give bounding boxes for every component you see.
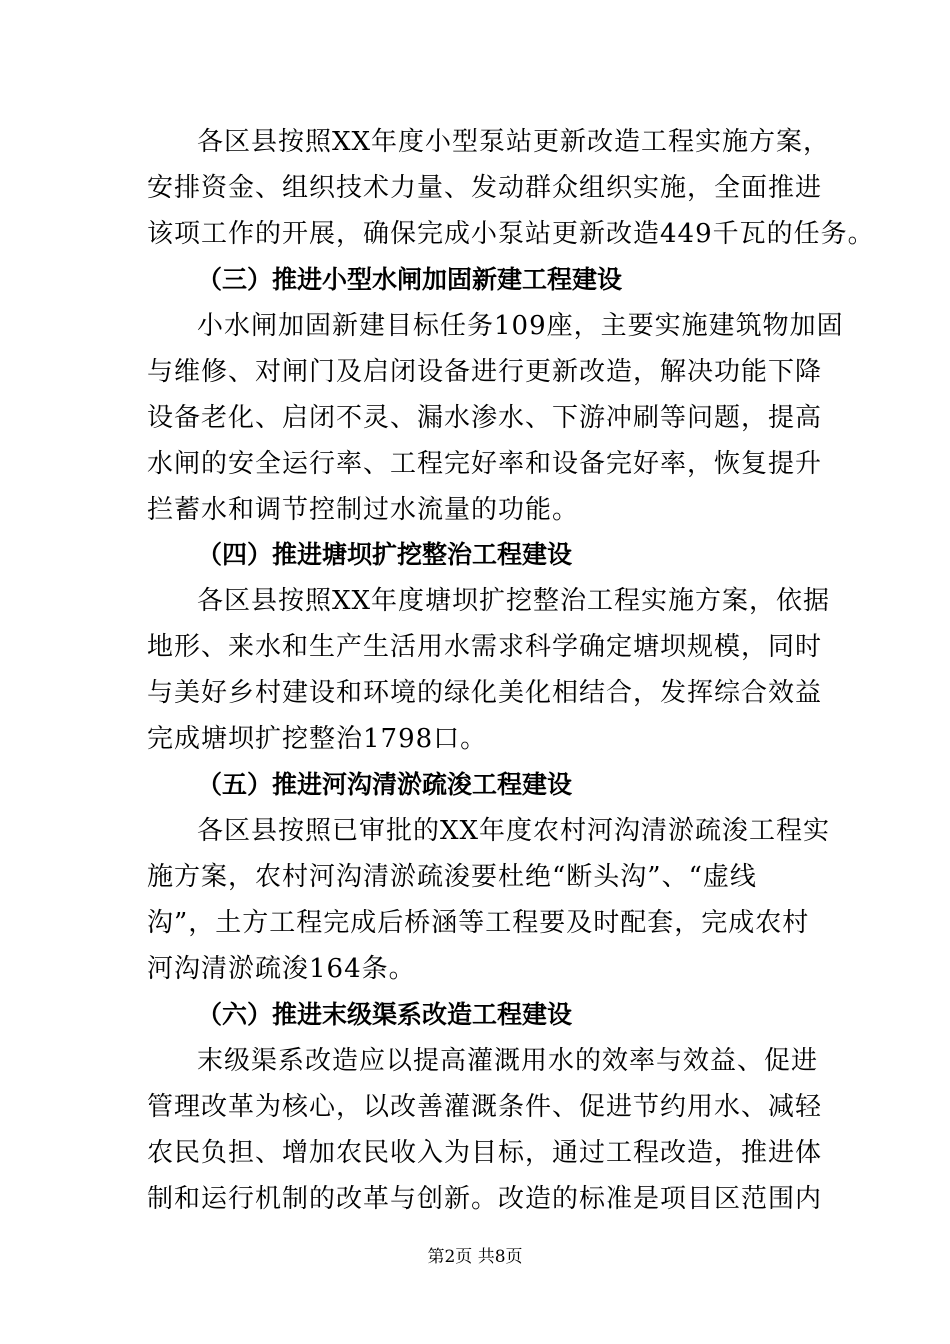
paragraph-line: 各区县按照已审批的XX年度农村河沟清淤疏浚工程实 [197,816,831,846]
paragraph-line: 完成塘坝扩挖整治1798口。 [147,724,488,754]
paragraph-line: 各区县按照XX年度塘坝扩挖整治工程实施方案，依据 [197,586,831,616]
paragraph-line: 制和运行机制的改革与创新。改造的标准是项目区范围内 [147,1184,823,1214]
paragraph-line: 末级渠系改造应以提高灌溉用水的效率与效益、促进 [197,1046,819,1076]
section-heading-canal: （六）推进末级渠系改造工程建设 [197,1000,573,1029]
paragraph-line: 农民负担、增加农民收入为目标，通过工程改造，推进体 [147,1138,823,1168]
paragraph-line: 施方案，农村河沟清淤疏浚要杜绝“断头沟”、“虚线 [147,862,757,892]
page-number-footer: 第2页 共8页 [427,1247,523,1267]
paragraph-line: 该项工作的开展，确保完成小泵站更新改造449千瓦的任务。 [147,219,875,249]
paragraph-line: 各区县按照XX年度小型泵站更新改造工程实施方案， [197,127,831,157]
paragraph-line: 河沟清淤疏浚164条。 [147,954,416,984]
paragraph-line: 小水闸加固新建目标任务109座，主要实施建筑物加固 [197,311,844,341]
paragraph-line: 设备老化、启闭不灵、漏水渗水、下游冲刷等问题，提高 [147,403,823,433]
paragraph-line: 拦蓄水和调节控制过水流量的功能。 [147,495,580,525]
paragraph-line: 管理改革为核心，以改善灌溉条件、促进节约用水、减轻 [147,1092,823,1122]
paragraph-line: 水闸的安全运行率、工程完好率和设备完好率，恢复提升 [147,449,823,479]
section-heading-sluice: （三）推进小型水闸加固新建工程建设 [197,265,623,294]
paragraph-line: 与维修、对闸门及启闭设备进行更新改造，解决功能下降 [147,357,823,387]
paragraph-line: 沟”，土方工程完成后桥涵等工程要及时配套，完成农村 [147,908,810,938]
section-heading-ditch: （五）推进河沟清淤疏浚工程建设 [197,770,573,799]
paragraph-line: 安排资金、组织技术力量、发动群众组织实施，全面推进 [147,173,823,203]
paragraph-line: 地形、来水和生产生活用水需求科学确定塘坝规模，同时 [147,632,823,662]
section-heading-pond: （四）推进塘坝扩挖整治工程建设 [197,540,573,569]
paragraph-line: 与美好乡村建设和环境的绿化美化相结合，发挥综合效益 [147,678,823,708]
